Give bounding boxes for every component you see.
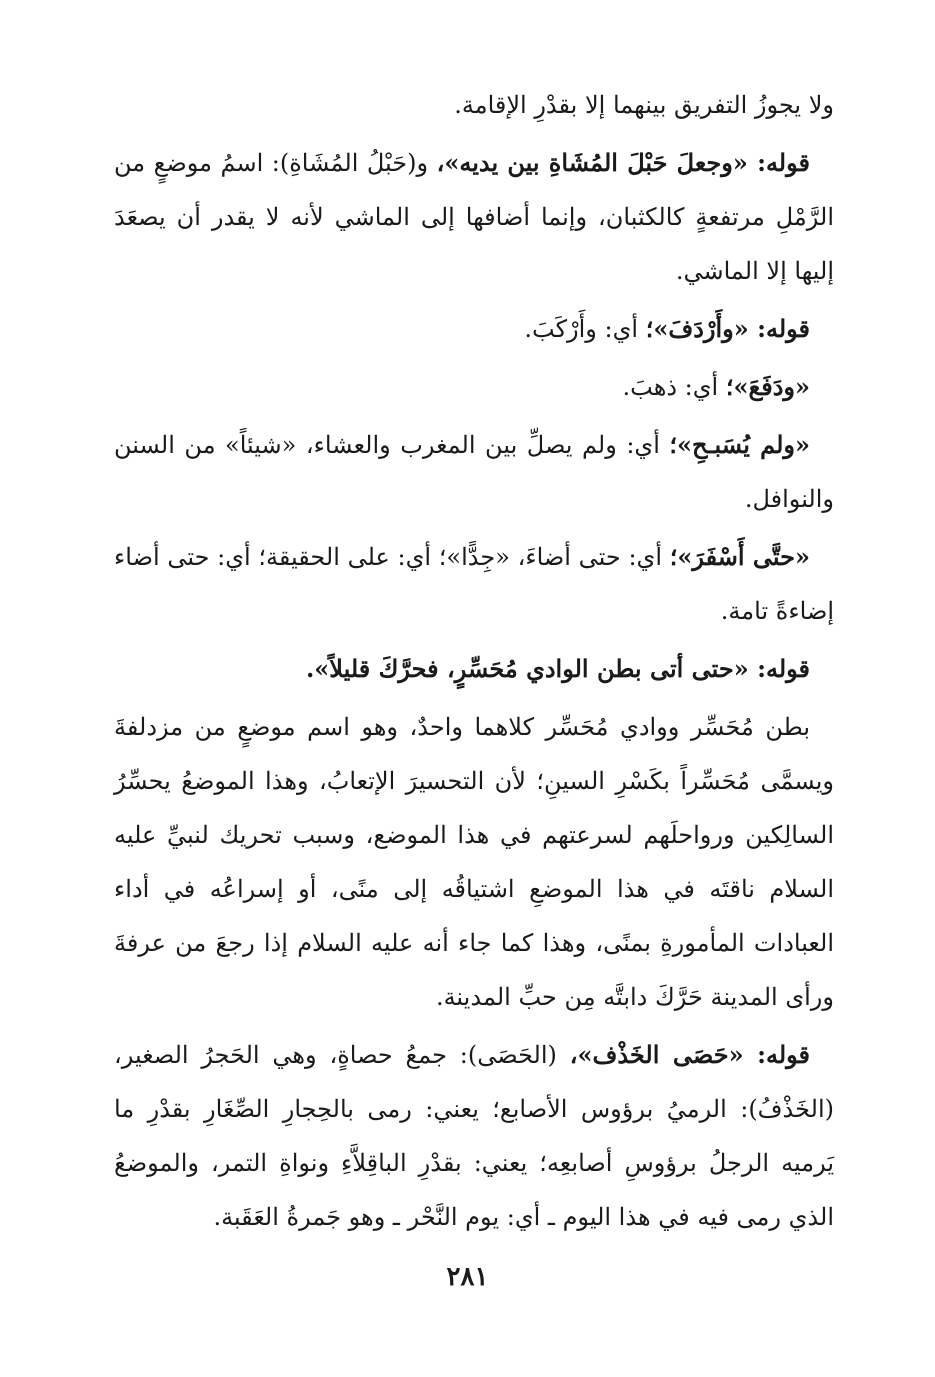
paragraph-lead: قوله: «حَصَى الخَذْف»،: [569, 1040, 811, 1069]
paragraph-lead: قوله: «وجعلَ حَبْلَ المُشَاةِ بين يديه»،: [436, 148, 810, 177]
paragraph-4: [114, 360, 834, 414]
paragraph-lead: قوله: «وأَرْدَفَ»؛: [645, 314, 810, 343]
paragraph-6: [114, 530, 834, 638]
paragraph-text: (الحَصَى): جمعُ حصاةٍ، وهي الحَجرُ الصغير، (الخَذْفُ): الرميُ برؤوس الأصابع؛ يعني: رمى بالحِجارِ الصِّغَارِ بقدْرِ ما يَرميه الرجلُ برؤوسِ أصابعِه؛ يعني: بقدْرِ الباقِلاَّءِ ونواةِ التمر، والموضعُ الذي رمى فيه في هذا اليوم ـ أي: يوم النَّحْر ـ وهو جَمرةُ العَقَبة.: [114, 1041, 834, 1231]
paragraph-text: و(حَبْلُ المُشَاةِ): اسمُ موضعٍ من الرَّمْلِ مرتفعةٍ كالكثبان، وإنما أضافها إلى الماشي لأنه لا يقدر أن يصعَدَ إليها إلا الماشي.: [114, 149, 834, 285]
page-number: ٢٨١: [446, 1262, 489, 1292]
paragraph-lead: قوله: «حتى أتى بطن الوادي مُحَسِّرٍ، فحرَّكَ قليلاً».: [305, 654, 810, 683]
paragraph-3: [114, 302, 834, 356]
paragraph-lead: «ولم يُسَبـحِ»؛: [669, 430, 811, 459]
paragraph-7: [114, 642, 834, 696]
paragraph-text: ولا يجوزُ التفريق بينهما إلا بقدْرِ الإقامة.: [454, 91, 834, 119]
paragraph-9: [114, 1028, 834, 1244]
paragraph-2: [114, 136, 834, 298]
paragraph-text: أي: حتى أضاءَ، «جِدًّا»؛ أي: على الحقيقة؛ أي: حتى أضاء إضاءةً تامة.: [114, 543, 834, 625]
paragraph-8: [114, 700, 834, 1024]
paragraph-text: أي: ذهبَ.: [622, 373, 726, 401]
paragraph-text: أي: ولم يصلِّ بين المغرب والعشاء، «شيئاً» من السنن والنوافل.: [114, 431, 834, 513]
paragraph-lead: «حتَّى أَسْفَرَ»؛: [669, 542, 811, 571]
body-text: [114, 78, 834, 1248]
paragraph-text: بطن مُحَسِّر ووادي مُحَسِّر كلاهما واحدٌ، وهو اسم موضعٍ من مزدلفةَ ويسمَّى مُحَسِّراً بكَسْرِ السينِ؛ لأن التحسيرَ الإتعابُ، وهذا الموضعُ يحسِّرُ السالِكين ورواحلَهم لسرعتهم في هذا الموضع، وسبب تحريك لنبيِّ عليه السلام ناقتَه في هذا الموضعِ اشتياقُه إلى منًى، أو إسراعُه في أداء العبادات المأمورةِ بمنًى، وهذا كما جاء أنه عليه السلام إذا رجعَ من عرفةَ ورأى المدينة حَرَّكَ دابتَّه مِن حبِّ المدينة.: [114, 713, 834, 1011]
paragraph-lead: «ودَفَعَ»؛: [725, 372, 810, 401]
paragraph-text: أي: وأَرْكَبَ.: [524, 315, 646, 343]
paragraph-5: [114, 418, 834, 526]
paragraph-1: [114, 78, 834, 132]
